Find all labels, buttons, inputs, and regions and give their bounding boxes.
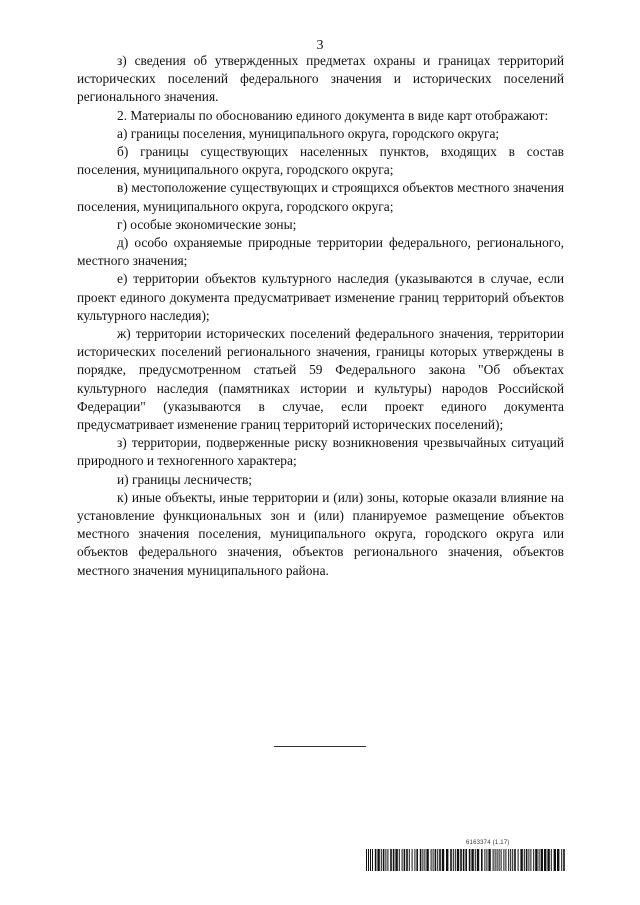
barcode-bar [383,849,385,871]
barcode-bar [406,849,408,871]
barcode-bar [539,849,540,871]
barcode-icon [366,849,566,871]
barcode-bar [424,849,425,871]
barcode-bar [366,849,367,871]
barcode-bar [488,849,490,871]
paragraph-z-historic-settlements-info: з) сведения об утвержденных предметах охраны и границах территорий исторических поселений федерального значения и исторических поселений регионального значения. [77,53,564,105]
barcode-bar [495,849,496,871]
barcode-bar [541,849,543,871]
barcode-bar [404,849,406,871]
paragraph-a: а) границы поселения, муниципального округа, городского округа; [117,125,500,141]
barcode-bar [524,849,525,871]
barcode-bar [409,849,410,871]
paragraph-z: з) территории, подверженные риску возникновения чрезвычайных ситуаций природного и техногенного характера; [77,435,564,469]
barcode-bar [475,849,476,871]
barcode-bar [471,849,473,871]
barcode-bar [526,849,528,871]
barcode-bar [402,849,403,871]
barcode-bar [533,849,534,871]
barcode-bar [535,849,537,871]
barcode-bar [370,849,371,871]
barcode-bar [557,849,559,871]
paragraph-g: г) особые экономические зоны; [117,216,297,232]
barcode-bar [431,849,432,871]
barcode-bar [499,849,500,871]
barcode-bar [484,849,485,871]
barcode-bar [512,849,513,871]
barcode-bar [551,849,552,871]
barcode-bar [442,849,444,871]
barcode-bar [450,849,452,871]
barcode-bar [457,849,459,871]
barcode-bar [554,849,556,871]
barcode-bar [547,849,549,871]
barcode-bar [416,849,418,871]
paragraph-i: и) границы лесничеств; [117,471,253,487]
barcode-bar [390,849,392,871]
barcode-bar [514,849,516,871]
page-number: 3 [316,38,324,53]
paragraph-e: е) территории объектов культурного наследия (указываются в случае, если проект единого документа предусматривает изменение границ территорий объектов культурного наследия); [77,271,564,323]
barcode-bar [486,849,487,871]
barcode-bar [477,849,479,871]
barcode-bar [395,849,397,871]
barcode-bar [375,849,377,871]
barcode-bar [420,849,422,871]
barcode-bar [368,849,369,871]
barcode-bar [561,849,562,871]
end-divider [274,746,366,747]
barcode-bar [399,849,400,871]
paragraph-zh: ж) территории исторических поселений федерального значения, территории исторических поселений регионального значения, границы которых утверждены в порядке, предусмотренном статьей 59 Федерального закона "Об объектах культурного наследия (памятниках истории и культуры) народов Российской Федерации" (указываются в случае, если проект единого документа предусматривает изменение границ территорий исторических поселений); [77,326,564,433]
barcode-bar [385,849,386,871]
barcode-bar [463,849,465,871]
barcode-bar [493,849,494,871]
barcode-bar [412,849,413,871]
document-code: 6163374 (1.17) [466,840,510,846]
barcode-bar [372,849,373,871]
barcode-bar [469,849,471,871]
barcode-bar [544,849,546,871]
barcode-bar [528,849,529,871]
barcode-bar [381,849,382,871]
barcode-bar [465,849,467,871]
barcode-bar [505,849,506,871]
barcode-bar [481,849,483,871]
barcode-bar [387,849,388,871]
barcode-bar [453,849,454,871]
barcode-bar [426,849,428,871]
paragraph-k: к) иные объекты, иные территории и (или) зоны, которые оказали влияние на установление функциональных зон и (или) планируемое размещение объектов местного значения поселения, муниципального округа, городского округа или объектов федерального значения, объектов регионального значения, объектов местного значения муниципального района. [77,489,564,578]
barcode-bar [393,849,395,871]
barcode-bar [530,849,531,871]
barcode-bar [563,849,565,871]
barcode-bar [503,849,504,871]
barcode-bar [435,849,437,871]
paragraph-b: б) границы существующих населенных пунктов, входящих в состав поселения, муниципального округа, городского округа; [77,144,564,178]
barcode-bar [433,849,434,871]
barcode-bar [437,849,438,871]
barcode-bar [414,849,415,871]
barcode-bar [439,849,441,871]
barcode-bar [455,849,456,871]
barcode-bar [497,849,498,871]
barcode-bar [520,849,522,871]
barcode-bar [510,849,511,871]
barcode-bar [501,849,502,871]
document-body [77,52,564,580]
paragraph-d: д) особо охраняемые природные территории федерального, регионального, местного значения; [77,235,564,269]
barcode-bar [518,849,519,871]
paragraph-v: в) местоположение существующих и строящихся объектов местного значения поселения, муниципального округа, городского округа; [77,180,564,214]
barcode-bar [508,849,509,871]
barcode-bar [446,849,448,871]
barcode-bar [422,849,423,871]
barcode-bar [460,849,462,871]
paragraph-2-materials: 2. Материалы по обоснованию единого документа в виде карт отображают: [117,107,549,123]
barcode-bar [377,849,379,871]
